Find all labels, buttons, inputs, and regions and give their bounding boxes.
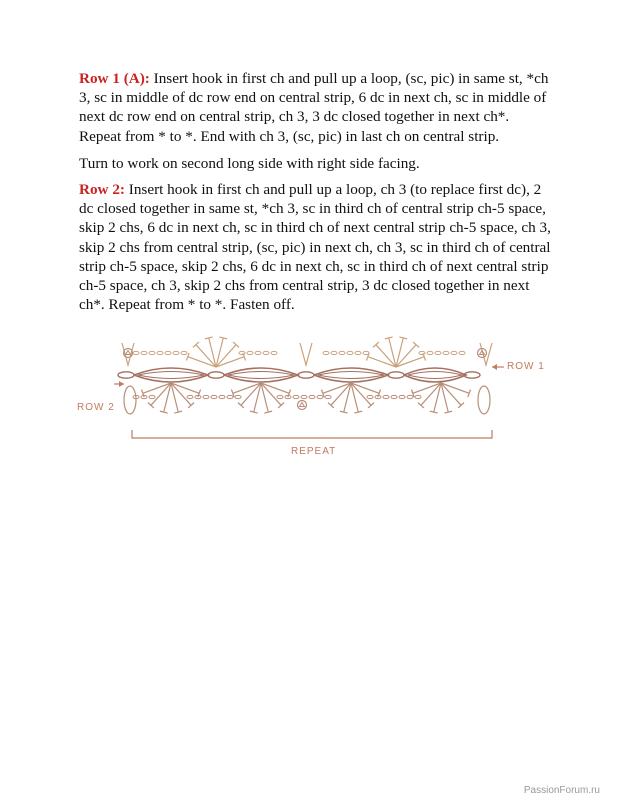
chain-stitch [363,351,369,354]
central-loop-inner [138,372,204,379]
chain-stitch [435,351,441,354]
chain-stitch [227,395,233,398]
chain-stitch [415,395,421,398]
turn-paragraph: Turn to work on second long side with right side facing. [79,155,420,172]
chain-stitch [317,395,323,398]
chain-stitch [419,351,425,354]
chain-stitch [263,351,269,354]
chain-stitch [323,351,329,354]
repeat-label: REPEAT [291,446,337,457]
chain-stitch [383,395,389,398]
chain-stitch [339,351,345,354]
chain-stitch [203,395,209,398]
chain-stitch [141,351,147,354]
row2-label: Row 2: [79,181,125,198]
chain-stitch [149,351,155,354]
central-loop [404,368,466,382]
chain-stitch [293,395,299,398]
chain-stitch [331,351,337,354]
chain-stitch [347,351,353,354]
chain-stitch [407,395,413,398]
repeat-bracket [132,430,492,438]
central-loop [134,368,208,382]
row2-text: Insert hook in first ch and pull up a loop, ch 3 (to replace first dc), 2 dc closed together in same st, *ch 3, sc in third ch of central strip ch-5 space, skip 2 chs, 6 dc in next ch, sc in third ch of next central strip ch-5 space, ch 3, skip 2 chs from central strip, (sc, pic) in next ch, ch 3, sc in third ch of central strip ch-5 space, skip 2 chs, 6 dc in next ch, sc in third ch of next central strip ch-5 space, ch 3, skip 2 chs from central strip, 3 dc closed together in next ch*. Repeat from * to *. Fasten off. [79,181,551,314]
row1-text: Insert hook in first ch and pull up a loop, (sc, pic) in same st, *ch 3, sc in middle of dc row end on central strip, 6 dc in next ch, sc in middle of next dc row end on central strip, ch 3, 3 dc closed together in next ch*. Repeat from * to *. End with ch 3, (sc, pic) in last ch on central strip. [79,70,549,145]
chain-stitch [443,351,449,354]
chain-stitch [157,351,163,354]
chain-stitch [301,395,307,398]
chain-stitch [235,395,241,398]
chain-oval [298,372,314,378]
central-loop-inner [228,372,294,379]
watermark: PassionForum.ru [523,785,600,796]
chain-stitch [427,351,433,354]
picot-inner [300,403,305,407]
chain-stitch [355,351,361,354]
central-loop-inner [318,372,384,379]
chain-stitch [277,395,283,398]
chain-stitch [165,351,171,354]
row1-paragraph [79,69,551,146]
chain-oval [118,372,134,378]
chain-stitch [187,395,193,398]
end-cluster [124,386,136,414]
chain-stitch [247,351,253,354]
chain-stitch [367,395,373,398]
chain-stitch [325,395,331,398]
chain-oval [388,372,404,378]
chain-stitch [271,351,277,354]
chain-stitch [239,351,245,354]
crochet-chart [70,312,550,462]
chain-stitch [219,395,225,398]
chain-stitch [133,351,139,354]
chain-stitch [399,395,405,398]
row2-paragraph [79,180,551,314]
chart-symbols [114,337,504,438]
central-loop-inner [408,372,462,379]
chain-stitch [391,395,397,398]
central-loop [224,368,298,382]
end-cluster [478,386,490,414]
chain-stitch [149,395,155,398]
picot-inner [126,351,131,355]
chain-stitch [173,351,179,354]
chain-stitch [181,351,187,354]
row1-arrow-head [492,364,497,370]
chain-oval [208,372,224,378]
chain-stitch [255,351,261,354]
chain-stitch [459,351,465,354]
chain-stitch [451,351,457,354]
central-loop [314,368,388,382]
chain-stitch [211,395,217,398]
row2-diagram-label: ROW 2 [77,402,115,413]
cluster-stitch [300,343,312,365]
row1-diagram-label: ROW 1 [507,361,545,372]
row1-label: Row 1 (A): [79,70,150,87]
row2-arrow-head [119,381,124,387]
chain-stitch [309,395,315,398]
